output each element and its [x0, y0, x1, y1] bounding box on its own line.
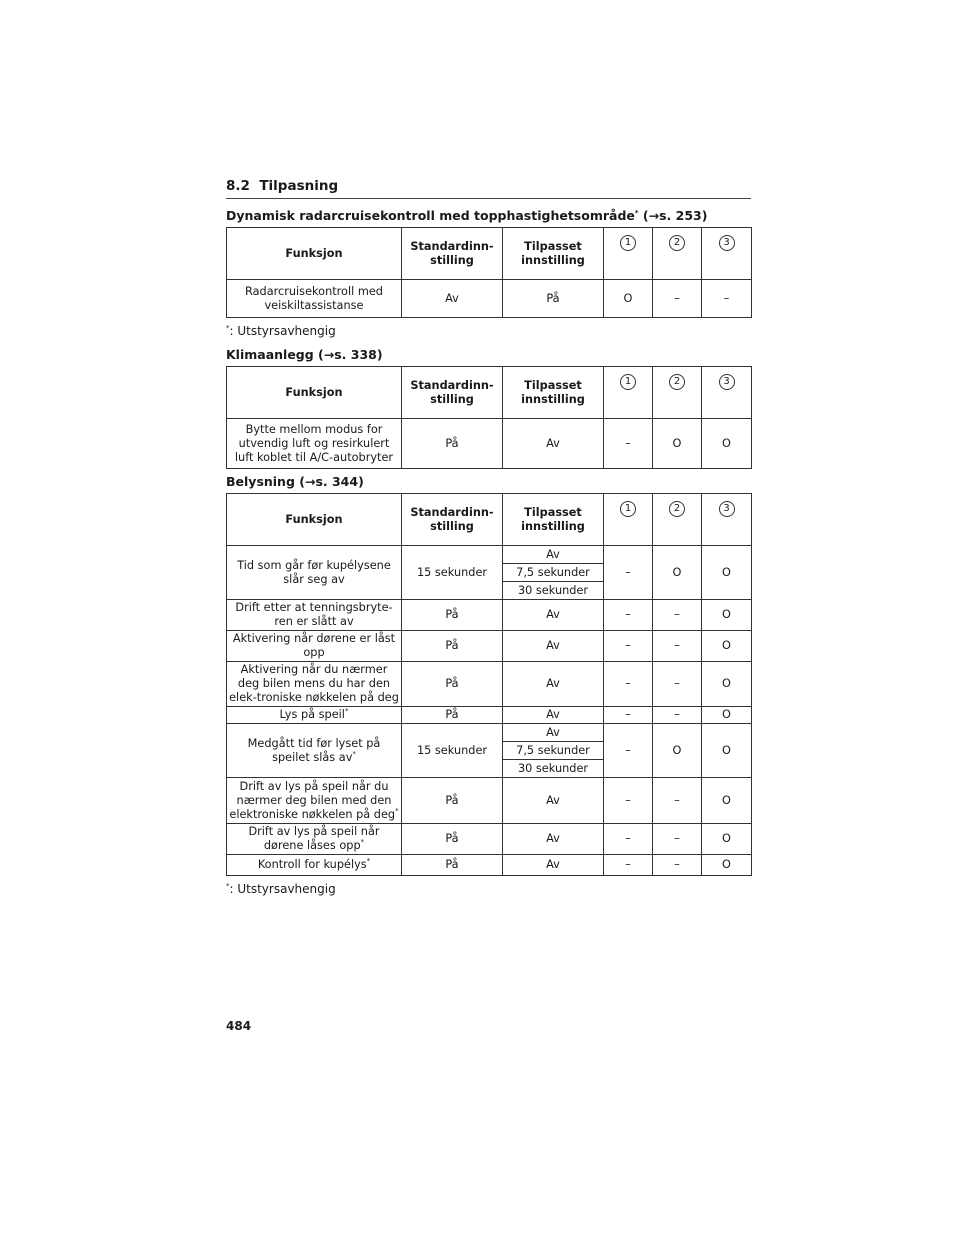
circled-2-icon: 2	[669, 501, 685, 517]
table-row	[227, 662, 752, 707]
cell-function: Bytte mellom modus for utvendig luft og resirkulert luft koblet til A/C-autobryter	[227, 419, 402, 469]
cell-default: På	[402, 707, 503, 724]
cell-c2: O	[653, 546, 702, 600]
cell-c2: –	[653, 631, 702, 662]
cell-default: På	[402, 419, 503, 469]
table-lighting	[226, 493, 752, 876]
table-header-row	[227, 228, 752, 280]
circled-1-icon: 1	[620, 235, 636, 251]
table-row	[227, 855, 752, 876]
header-function: Funksjon	[227, 494, 402, 546]
cell-function	[227, 824, 402, 855]
cell-c2: –	[653, 778, 702, 824]
cell-function-text: Drift av lys på speil når du nærmer deg bilen med den elektroniske nøkkelen på deg	[229, 779, 396, 821]
page-content	[226, 178, 751, 905]
block1-title-text: Dynamisk radarcruisekontroll med topphastighetsområde	[226, 208, 635, 223]
section-title	[226, 178, 751, 199]
cell-c3: O	[702, 707, 752, 724]
table-row	[227, 280, 752, 318]
footnote-mark: *	[226, 324, 230, 332]
cell-c1: –	[604, 546, 653, 600]
cell-function	[227, 778, 402, 824]
circled-3-icon: 3	[719, 501, 735, 517]
table-row	[227, 707, 752, 724]
footnote-mark: *	[352, 749, 356, 758]
cell-function: Tid som går før kupélysene slår seg av	[227, 546, 402, 600]
cell-c1: –	[604, 855, 653, 876]
cell-default: 15 sekunder	[402, 724, 503, 778]
header-default: Standardinn-stilling	[402, 228, 503, 280]
circled-2-icon: 2	[669, 235, 685, 251]
cell-function: Aktivering når dørene er låst opp	[227, 631, 402, 662]
footnote-mark: *	[226, 882, 230, 890]
cell-c3: O	[702, 824, 752, 855]
header-custom: Tilpasset innstilling	[503, 228, 604, 280]
cell-option: 7,5 sekunder	[503, 742, 604, 760]
cell-c2: –	[653, 280, 702, 318]
cell-c1: –	[604, 778, 653, 824]
header-default: Standardinn-stilling	[402, 494, 503, 546]
cell-custom: Av	[503, 419, 604, 469]
cell-c1: –	[604, 600, 653, 631]
cell-c1: –	[604, 631, 653, 662]
page-number: 484	[226, 1019, 252, 1033]
block1-title	[226, 208, 751, 223]
cell-option: 30 sekunder	[503, 760, 604, 778]
cell-default: På	[402, 631, 503, 662]
cell-c1: –	[604, 419, 653, 469]
footnote-mark: *	[395, 806, 399, 815]
block2-title: Klimaanlegg (→s. 338)	[226, 347, 383, 362]
footnote	[226, 882, 751, 896]
cell-function	[227, 707, 402, 724]
circled-1-icon: 1	[620, 501, 636, 517]
cell-c2: –	[653, 824, 702, 855]
cell-option: Av	[503, 724, 604, 742]
table-header-row	[227, 494, 752, 546]
cell-default: På	[402, 778, 503, 824]
block1-title-ref: (→s. 253)	[642, 208, 708, 223]
cell-c1: O	[604, 280, 653, 318]
footnote-text: : Utstyrsavhengig	[229, 882, 336, 896]
cell-default: 15 sekunder	[402, 546, 503, 600]
cell-c3: O	[702, 662, 752, 707]
cell-default: På	[402, 662, 503, 707]
header-function: Funksjon	[227, 367, 402, 419]
cell-default: På	[402, 824, 503, 855]
table-climate	[226, 366, 752, 469]
cell-custom: Av	[503, 707, 604, 724]
circled-3-icon: 3	[719, 235, 735, 251]
cell-function: Radarcruisekontroll med veiskiltassistanse	[227, 280, 402, 318]
section-title-text: Tilpasning	[259, 178, 339, 194]
table-row	[227, 778, 752, 824]
cell-c3: O	[702, 631, 752, 662]
table-row	[227, 631, 752, 662]
table-row	[227, 419, 752, 469]
cell-function-text: Drift av lys på speil når dørene låses opp	[248, 825, 380, 852]
cell-c3: O	[702, 724, 752, 778]
cell-function-text: Lys på speil	[279, 708, 345, 721]
cell-custom: Av	[503, 662, 604, 707]
footnote-mark: *	[360, 838, 365, 847]
header-custom: Tilpasset innstilling	[503, 367, 604, 419]
cell-c2: O	[653, 724, 702, 778]
cell-c2: –	[653, 707, 702, 724]
cell-default: På	[402, 600, 503, 631]
circled-3-icon: 3	[719, 374, 735, 390]
table-header-row	[227, 367, 752, 419]
cell-c3: O	[702, 600, 752, 631]
cell-function-text: Kontroll for kupélys	[257, 858, 367, 871]
table-radar-cruise	[226, 227, 752, 318]
cell-c2: O	[653, 419, 702, 469]
cell-c3: O	[702, 778, 752, 824]
cell-function	[227, 855, 402, 876]
cell-custom: På	[503, 280, 604, 318]
footnote	[226, 324, 751, 338]
section-number: 8.2	[226, 178, 250, 194]
cell-c3: O	[702, 546, 752, 600]
cell-default: På	[402, 855, 503, 876]
cell-c3: –	[702, 280, 752, 318]
cell-function-text: Medgått tid før lyset på speilet slås av	[247, 736, 381, 764]
cell-c2: –	[653, 855, 702, 876]
cell-custom: Av	[503, 778, 604, 824]
table-row	[227, 824, 752, 855]
cell-c2: –	[653, 600, 702, 631]
header-default: Standardinn-stilling	[402, 367, 503, 419]
cell-function: Drift etter at tenningsbryte-ren er slått av	[227, 600, 402, 631]
circled-1-icon: 1	[620, 374, 636, 390]
cell-default: Av	[402, 280, 503, 318]
header-function: Funksjon	[227, 228, 402, 280]
cell-function: Aktivering når du nærmer deg bilen mens du har den elek-troniske nøkkelen på deg	[227, 662, 402, 707]
header-custom: Tilpasset innstilling	[503, 494, 604, 546]
cell-function	[227, 724, 402, 778]
cell-custom: Av	[503, 631, 604, 662]
cell-c1: –	[604, 662, 653, 707]
cell-option: 30 sekunder	[503, 582, 604, 600]
footnote-text: : Utstyrsavhengig	[229, 324, 336, 338]
cell-option: Av	[503, 546, 604, 564]
table-row	[227, 546, 752, 564]
cell-custom: Av	[503, 855, 604, 876]
footnote-mark: *	[366, 857, 371, 866]
cell-custom: Av	[503, 600, 604, 631]
cell-c1: –	[604, 824, 653, 855]
cell-custom: Av	[503, 824, 604, 855]
cell-c2: –	[653, 662, 702, 707]
table-row	[227, 724, 752, 742]
footnote-mark: *	[344, 707, 349, 716]
cell-c3: O	[702, 419, 752, 469]
block3-title: Belysning (→s. 344)	[226, 474, 364, 489]
circled-2-icon: 2	[669, 374, 685, 390]
cell-c1: –	[604, 707, 653, 724]
cell-option: 7,5 sekunder	[503, 564, 604, 582]
table-row	[227, 600, 752, 631]
cell-c1: –	[604, 724, 653, 778]
cell-c3: O	[702, 855, 752, 876]
footnote-mark: *	[634, 208, 639, 217]
